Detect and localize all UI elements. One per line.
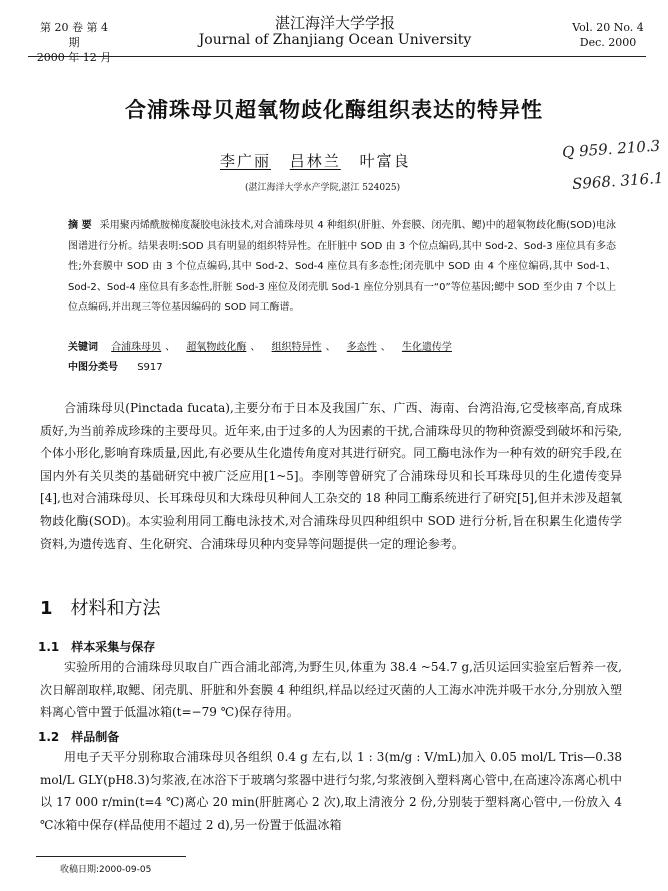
- classification-number: [68, 358, 163, 373]
- paper-title: 合浦珠母贝超氧物歧化酶组织表达的特异性: [125, 98, 543, 122]
- received-date: 收稿日期:2000-09-05: [60, 865, 152, 875]
- author: 李广丽: [220, 152, 272, 170]
- subsection-number: 1.1: [38, 640, 60, 654]
- handwritten-note: S968. 316.1: [571, 168, 664, 194]
- subsection-number: 1.2: [38, 730, 60, 744]
- author-list: [220, 150, 411, 171]
- subsection-heading: [38, 728, 119, 745]
- section-title: 材料和方法: [70, 598, 161, 619]
- handwritten-note: Q 959. 210.3: [561, 136, 661, 162]
- journal-name-en: Journal of Zhanjiang Ocean University: [198, 32, 472, 48]
- keyword: 合浦珠母贝: [111, 342, 162, 353]
- journal-header: [180, 14, 490, 49]
- keyword: 超氧物歧化酶: [186, 342, 247, 353]
- keyword: 多态性: [346, 342, 377, 353]
- keyword: 生化遗传学: [401, 342, 452, 353]
- header-volume-info-en: [572, 20, 644, 50]
- body-paragraph: 用电子天平分别称取合浦珠母贝各组织 0.4 g 左右,以 1 : 3(m/g : V/mL)加入 0.05 mol/L Tris—0.38 mol/L GLY(pH8.3)匀浆液,在冰浴下于玻璃匀浆器中进行匀浆,匀浆液倒入塑料离心管中,在高速冷冻离心机中以 17 000 r/min(t=4 ℃)离心 20 min(肝脏离心 2 次),取上清液分 2 份,分别装于塑料离心管中,一份放入 4 ℃冰箱中保存(样品使用不超过 2 d),另一份置于低温冰箱: [40, 750, 622, 832]
- body-paragraph: 实验所用的合浦珠母贝取自广西合浦北部湾,为野生贝,体重为 38.4 ~54.7 g,活贝运回实验室后暂养一夜,次日解剖取样,取鳃、闭壳肌、肝脏和外套膜 4 种组织,样品以经过灭菌的人工海水冲洗并吸干水分,分别放入塑料离心管中置于低温冰箱(t=−79 ℃)保存待用。: [40, 660, 622, 720]
- affiliation: (湛江海洋大学水产学院,湛江 524025): [245, 183, 401, 193]
- author: 吕林兰: [289, 152, 341, 170]
- keyword: 组织特异性: [271, 342, 322, 353]
- author: 叶富良: [359, 152, 411, 170]
- abstract: [68, 216, 616, 319]
- subsection-heading: [38, 638, 155, 655]
- footnote-divider: [36, 856, 186, 857]
- header-divider: [28, 56, 646, 57]
- volume-en: Vol. 20 No. 4: [572, 21, 644, 34]
- date-en: Dec. 2000: [579, 36, 637, 49]
- section-heading: [40, 594, 161, 620]
- section-number: 1: [40, 598, 53, 619]
- subsection-title: 样品制备: [71, 730, 120, 744]
- keywords-label: 关键词: [68, 342, 98, 353]
- date-cn: 2000 年 12 月: [36, 51, 112, 64]
- clc-label: 中图分类号: [68, 362, 118, 373]
- abstract-label: 摘 要: [68, 220, 92, 231]
- journal-name-cn: 湛江海洋大学学报: [274, 14, 395, 32]
- volume-cn: 第 20 卷 第 4 期: [40, 21, 108, 49]
- abstract-text: 采用聚丙烯酰胺梯度凝胶电泳技术,对合浦珠母贝 4 种组织(肝脏、外套膜、闭壳肌、鳃)中的超氧物歧化酶(SOD)电泳图谱进行分析。结果表明:SOD 具有明显的组织特异性。在肝脏中 SOD 由 3 个位点编码,其中 Sod-2、Sod-3 座位具有多态性;外套膜中 SOD 由 3 个位点编码,其中 Sod-2、Sod-4 座位具有多态性;闭壳肌中 SOD 由 4 个座位编码,其中 Sod-1、Sod-2、Sod-4 座位具有多态性,肝脏 Sod-3 座位及闭壳肌 Sod-1 座位分别具有一“0”等位基因;鳃中 SOD 至少由 7 个以上位点编码,并出现三等位基因编码的 SOD 同工酶谱。: [68, 220, 616, 314]
- intro-paragraph: 合浦珠母贝(Pinctada fucata),主要分布于日本及我国广东、广西、海南、台湾沿海,它受核率高,育成珠质好,为当前养成珍珠的主要母贝。近年来,由于过多的人为因素的干扰,合浦珠母贝的物种资源受到破坏和污染,个体小形化,影响育珠质量,因此,有必要从生化遗传角度对其进行研究。同工酶电泳作为一种有效的研究手段,在国内外有关贝类的基础研究中被广泛应用[1~5]。李刚等曾研究了合浦珠母贝和长耳珠母贝的生化遗传变异[4],也对合浦珠母贝、长耳珠母贝和大珠母贝种间人工杂交的 18 种同工酶系统进行了研究[5],但并未涉及超氧物歧化酶(SOD)。本实验利用同工酶电泳技术,对合浦珠母贝四种组织中 SOD 进行分析,旨在积累生化遗传学资料,为遗传选育、生化研究、合浦珠母贝种内变异等问题提供一定的理论参考。: [40, 401, 622, 551]
- keywords: 关键词 合浦珠母贝 、 超氧物歧化酶 、 组织特异性 、 多态性 、 生化遗传学: [68, 342, 452, 353]
- header-volume-info: [34, 20, 114, 65]
- clc-value: S917: [137, 362, 163, 373]
- subsection-title: 样本采集与保存: [71, 640, 156, 654]
